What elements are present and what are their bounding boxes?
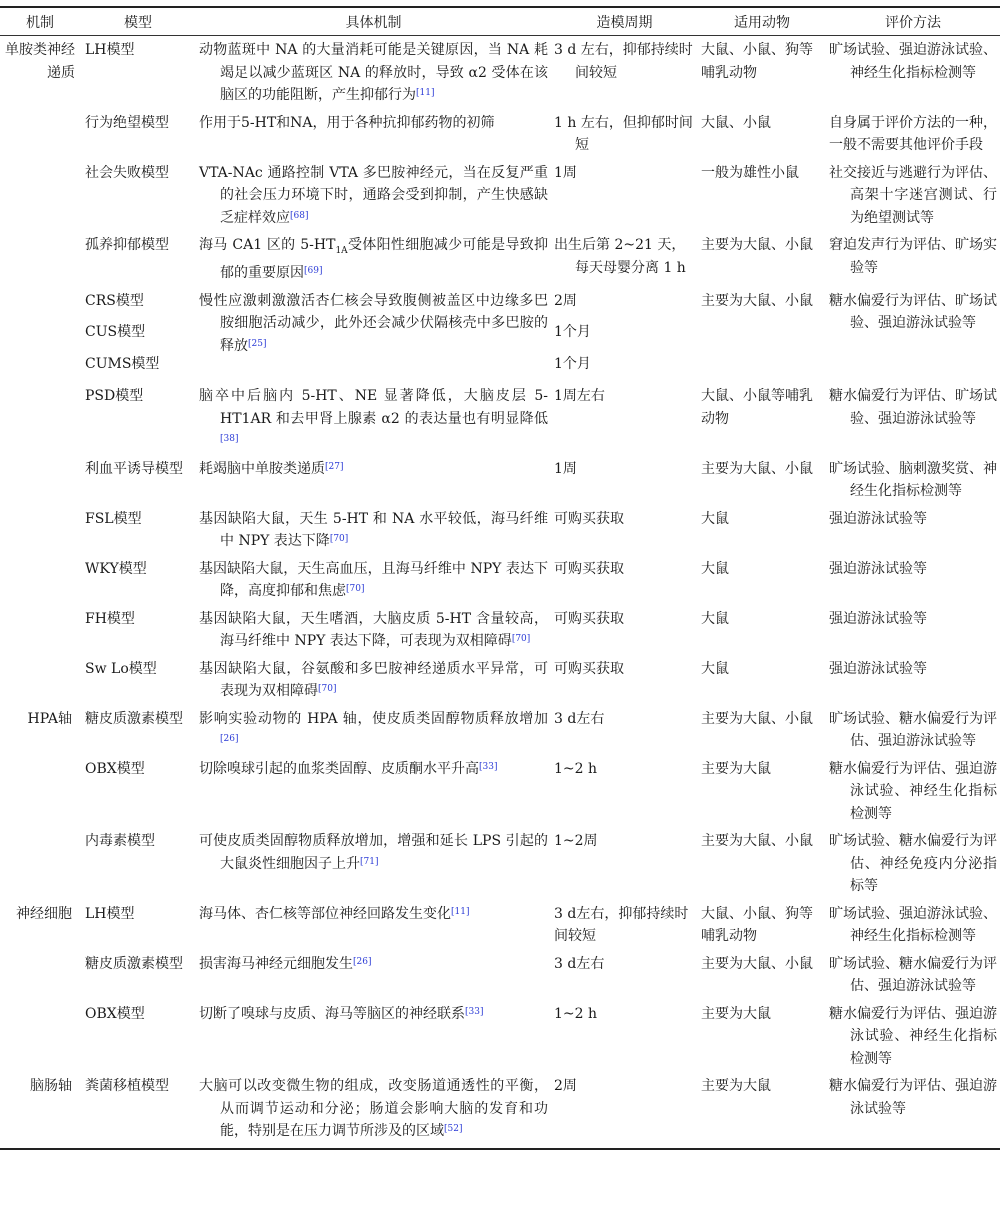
cell-mechanism bbox=[0, 287, 80, 315]
citation-ref[interactable]: [70] bbox=[318, 684, 337, 695]
table-row bbox=[0, 1072, 1000, 1149]
cell-period: 1周左右 bbox=[554, 388, 605, 405]
cell-animals: 大鼠、小鼠、狗等哺乳动物 bbox=[701, 42, 813, 81]
cell-model: 糖皮质激素模型 bbox=[85, 710, 183, 727]
cell-detail: 损害海马神经元细胞发生[26] bbox=[199, 955, 372, 972]
cell-model: 糖皮质激素模型 bbox=[85, 955, 183, 972]
header-model: 模型 bbox=[80, 8, 196, 36]
header-detail: 具体机制 bbox=[196, 8, 551, 36]
cell-detail: 基因缺陷大鼠，天生嗜酒，大脑皮质 5-HT 含量较高，海马纤维中 NPY 表达下降，可表现为双相障碍[70] bbox=[199, 610, 548, 650]
cell-period: 可购买获取 bbox=[554, 660, 624, 677]
cell-mechanism bbox=[0, 377, 80, 455]
header-mechanism: 机制 bbox=[0, 8, 80, 36]
cell-model: WKY模型 bbox=[85, 560, 147, 577]
table-row bbox=[0, 231, 1000, 287]
cell-period: 3 d左右 bbox=[554, 955, 605, 972]
citation-ref[interactable]: [11] bbox=[416, 88, 435, 98]
cell-model: 内毒素模型 bbox=[85, 833, 155, 850]
cell-model: LH模型 bbox=[85, 905, 135, 922]
cell-mechanism bbox=[0, 655, 80, 705]
cell-model: CUMS模型 bbox=[85, 355, 160, 372]
cell-mechanism bbox=[0, 231, 80, 287]
cell-detail: 基因缺陷大鼠，天生高血压，且海马纤维中 NPY 表达下降，高度抑郁和焦虑[70] bbox=[199, 560, 548, 600]
citation-ref[interactable]: [52] bbox=[444, 1124, 463, 1135]
cell-period: 1周 bbox=[554, 164, 577, 181]
cell-model: PSD模型 bbox=[85, 388, 144, 405]
cell-detail: 影响实验动物的 HPA 轴，使皮质类固醇物质释放增加[26] bbox=[199, 710, 548, 745]
cell-period: 1 h 左右，但抑郁时间短 bbox=[554, 114, 693, 153]
cell-animals: 主要为大鼠、小鼠 bbox=[701, 292, 813, 309]
cell-evaluation: 旷场试验、糖水偏爱行为评估、神经免疫内分泌指标等 bbox=[829, 833, 997, 895]
cell-evaluation: 旷场试验、强迫游泳试验、神经生化指标检测等 bbox=[829, 42, 997, 81]
citation-ref[interactable]: [33] bbox=[479, 761, 498, 772]
cell-animals: 大鼠 bbox=[701, 510, 729, 527]
cell-detail: 可使皮质类固醇物质释放增加，增强和延长 LPS 引起的大鼠炎性细胞因子上升[71] bbox=[199, 833, 548, 872]
citation-ref[interactable]: [33] bbox=[465, 1006, 484, 1017]
table-row bbox=[0, 900, 1000, 950]
table-row bbox=[0, 950, 1000, 1000]
citation-ref[interactable]: [26] bbox=[353, 956, 372, 967]
header-evaluation: 评价方法 bbox=[826, 8, 1000, 36]
depression-model-table bbox=[0, 8, 1000, 1150]
cell-mechanism bbox=[0, 346, 80, 378]
table-row bbox=[0, 705, 1000, 755]
cell-evaluation: 自身属于评价方法的一种，一般不需要其他评价手段 bbox=[829, 114, 997, 153]
cell-animals: 主要为大鼠、小鼠 bbox=[701, 955, 813, 972]
cell-mechanism bbox=[0, 1000, 80, 1073]
table-row bbox=[0, 555, 1000, 605]
cell-mechanism bbox=[0, 950, 80, 1000]
cell-detail: 脑卒中后脑内 5-HT、NE 显著降低，大脑皮层 5-HT1AR 和去甲肾上腺素 α2 的表达量也有明显降低[38] bbox=[199, 388, 548, 445]
cell-period: 可购买获取 bbox=[554, 610, 624, 627]
table-row bbox=[0, 755, 1000, 828]
cell-period: 2周 bbox=[551, 1072, 698, 1149]
cell-mechanism bbox=[0, 314, 80, 346]
cell-model: OBX模型 bbox=[85, 760, 145, 777]
cell-model: LH模型 bbox=[85, 42, 135, 58]
cell-animals: 一般为雄性小鼠 bbox=[701, 164, 799, 181]
cell-animals: 主要为大鼠、小鼠 bbox=[701, 237, 813, 253]
cell-detail: 切除嗅球引起的血浆类固醇、皮质酮水平升高[33] bbox=[199, 760, 498, 777]
cell-evaluation: 旷场试验、强迫游泳试验、神经生化指标检测等 bbox=[829, 905, 997, 945]
cell-detail: 切断了嗅球与皮质、海马等脑区的神经联系[33] bbox=[199, 1005, 484, 1022]
cell-mechanism bbox=[0, 555, 80, 605]
cell-model: FSL模型 bbox=[85, 510, 142, 527]
cell-model: CRS模型 bbox=[85, 292, 144, 309]
cell-evaluation: 糖水偏爱行为评估、旷场试验、强迫游泳试验等 bbox=[829, 388, 997, 427]
cell-detail: 动物蓝斑中 NA 的大量消耗可能是关键原因，当 NA 耗竭足以减少蓝斑区 NA 的释放时，导致 α2 受体在该脑区的功能阻断，产生抑郁行为[11] bbox=[199, 42, 548, 103]
table-row bbox=[0, 605, 1000, 655]
cell-animals: 大鼠 bbox=[701, 660, 729, 677]
citation-ref[interactable]: [11] bbox=[451, 906, 470, 917]
citation-ref[interactable]: [38] bbox=[220, 434, 239, 445]
cell-detail: 海马 CA1 区的 $5-HT_{1A}$受体阳性细胞减少可能是导致抑郁的重要原因[69] bbox=[199, 237, 549, 282]
cell-mechanism bbox=[0, 505, 80, 555]
cell-animals: 大鼠、小鼠等哺乳动物 bbox=[701, 388, 813, 427]
cell-animals: 大鼠、小鼠 bbox=[701, 114, 771, 131]
cell-mechanism bbox=[0, 109, 80, 159]
cell-mechanism bbox=[0, 159, 80, 232]
cell-evaluation: 社交接近与逃避行为评估、高架十字迷宫测试、行为绝望测试等 bbox=[829, 164, 997, 226]
table-row bbox=[0, 455, 1000, 505]
cell-period: 可购买获取 bbox=[554, 560, 624, 577]
table-row bbox=[0, 159, 1000, 232]
cell-animals: 主要为大鼠、小鼠 bbox=[701, 460, 813, 477]
cell-model: 粪菌移植模型 bbox=[80, 1072, 196, 1149]
cell-mechanism bbox=[0, 827, 80, 900]
citation-ref[interactable]: [25] bbox=[248, 338, 267, 349]
cell-model: CUS模型 bbox=[85, 324, 146, 341]
cell-model: OBX模型 bbox=[85, 1005, 145, 1022]
cell-evaluation: 强迫游泳试验等 bbox=[829, 560, 927, 577]
cell-period: 1周 bbox=[554, 460, 577, 477]
cell-period: 可购买获取 bbox=[554, 510, 624, 527]
header-period: 造模周期 bbox=[551, 8, 698, 36]
cell-animals: 主要为大鼠 bbox=[701, 1005, 771, 1022]
cell-evaluation: 强迫游泳试验等 bbox=[829, 610, 927, 627]
cell-model: FH模型 bbox=[85, 610, 135, 627]
citation-ref[interactable]: [69] bbox=[304, 266, 323, 277]
table-row bbox=[0, 287, 1000, 315]
cell-period: 1~2 h bbox=[554, 1005, 598, 1022]
cell-period: 3 d左右，抑郁持续时间较短 bbox=[554, 905, 689, 945]
cell-animals: 大鼠 bbox=[701, 560, 729, 577]
cell-detail: 大脑可以改变微生物的组成，改变肠道通透性的平衡，从而调节运动和分泌；肠道会影响大脑的发育和功能，特别是在压力调节所涉及的区域[52] bbox=[196, 1072, 551, 1149]
cell-mechanism bbox=[0, 755, 80, 828]
citation-ref[interactable]: [70] bbox=[329, 534, 349, 545]
cell-period: 1~2周 bbox=[554, 833, 598, 850]
cell-mechanism bbox=[0, 605, 80, 655]
cell-detail: VTA-NAc 通路控制 VTA 多巴胺神经元，当在反复严重的社会压力环境下时，通路会受到抑制，产生快感缺乏症样效应[68] bbox=[199, 164, 548, 226]
cell-model: 社会失败模型 bbox=[85, 164, 169, 181]
cell-mechanism: HPA轴 bbox=[27, 710, 72, 727]
cell-evaluation: 糖水偏爱行为评估、强迫游泳试验、神经生化指标检测等 bbox=[829, 1005, 997, 1067]
cell-animals: 大鼠、小鼠、狗等哺乳动物 bbox=[701, 905, 813, 945]
cell-model: 利血平诱导模型 bbox=[85, 460, 183, 477]
cell-evaluation: 强迫游泳试验等 bbox=[829, 660, 927, 677]
cell-evaluation: 糖水偏爱行为评估、强迫游泳试验、神经生化指标检测等 bbox=[829, 760, 997, 822]
cell-evaluation: 旷场试验、糖水偏爱行为评估、强迫游泳试验等 bbox=[829, 710, 997, 750]
cell-period: 1个月 bbox=[554, 324, 591, 341]
citation-ref[interactable]: [70] bbox=[511, 634, 531, 645]
cell-animals: 主要为大鼠 bbox=[701, 760, 771, 777]
cell-animals: 主要为大鼠、小鼠 bbox=[701, 710, 813, 727]
cell-mechanism bbox=[0, 455, 80, 505]
cell-animals: 主要为大鼠 bbox=[698, 1072, 826, 1149]
cell-evaluation: 窘迫发声行为评估、旷场实验等 bbox=[829, 237, 997, 276]
citation-ref[interactable]: [70] bbox=[346, 584, 365, 595]
header-animals: 适用动物 bbox=[698, 8, 826, 36]
cell-animals: 主要为大鼠、小鼠 bbox=[701, 833, 813, 850]
citation-ref[interactable]: [27] bbox=[325, 461, 344, 472]
citation-ref[interactable]: [71] bbox=[360, 856, 379, 867]
cell-period: 1~2 h bbox=[554, 760, 598, 777]
cell-detail: 海马体、杏仁核等部位神经回路发生变化[11] bbox=[199, 905, 470, 922]
cell-evaluation: 旷场试验、脑刺激奖赏、神经生化指标检测等 bbox=[829, 460, 997, 500]
cell-detail: 作用于5-HT和NA，用于各种抗抑郁药物的初筛 bbox=[199, 114, 495, 131]
citation-ref[interactable]: [26] bbox=[220, 734, 239, 745]
cell-detail: 慢性应激刺激激活杏仁核会导致腹侧被盖区中边缘多巴胺细胞活动减少，此外还会减少伏隔核壳中多巴胺的释放[25] bbox=[199, 292, 548, 354]
cell-animals: 大鼠 bbox=[701, 610, 729, 627]
citation-ref[interactable]: [68] bbox=[290, 210, 309, 221]
cell-detail: 基因缺陷大鼠，谷氨酸和多巴胺神经递质水平异常，可表现为双相障碍[70] bbox=[199, 660, 548, 700]
table-row bbox=[0, 655, 1000, 705]
table-header-row bbox=[0, 8, 1000, 36]
cell-evaluation: 旷场试验、糖水偏爱行为评估、强迫游泳试验等 bbox=[829, 955, 997, 995]
table-row bbox=[0, 36, 1000, 109]
cell-model: 行为绝望模型 bbox=[85, 114, 169, 131]
cell-mechanism: 脑肠轴 bbox=[0, 1072, 80, 1149]
cell-evaluation: 糖水偏爱行为评估、旷场试验、强迫游泳试验等 bbox=[829, 292, 997, 332]
table-row bbox=[0, 827, 1000, 900]
cell-evaluation: 糖水偏爱行为评估、强迫游泳试验等 bbox=[826, 1072, 1000, 1149]
cell-period: 1个月 bbox=[554, 355, 591, 372]
table-row bbox=[0, 109, 1000, 159]
cell-model: 孤养抑郁模型 bbox=[85, 237, 169, 253]
cell-mechanism: 神经细胞 bbox=[16, 905, 72, 922]
cell-mechanism: 单胺类神经递质 bbox=[5, 42, 75, 81]
cell-evaluation: 强迫游泳试验等 bbox=[829, 510, 927, 527]
table-row bbox=[0, 377, 1000, 455]
cell-period: 出生后第 2~21 天，每天母婴分离 1 h bbox=[554, 237, 686, 276]
cell-detail: 耗竭脑中单胺类递质[27] bbox=[199, 460, 344, 477]
cell-model: Sw Lo模型 bbox=[85, 660, 157, 677]
cell-period: 3 d左右 bbox=[554, 710, 605, 727]
cell-detail: 基因缺陷大鼠，天生 5-HT 和 NA 水平较低，海马纤维中 NPY 表达下降[70] bbox=[199, 510, 548, 550]
table-row bbox=[0, 505, 1000, 555]
cell-period: 2周 bbox=[554, 292, 577, 309]
cell-period: 3 d 左右，抑郁持续时间较短 bbox=[554, 42, 693, 81]
table-row bbox=[0, 1000, 1000, 1073]
